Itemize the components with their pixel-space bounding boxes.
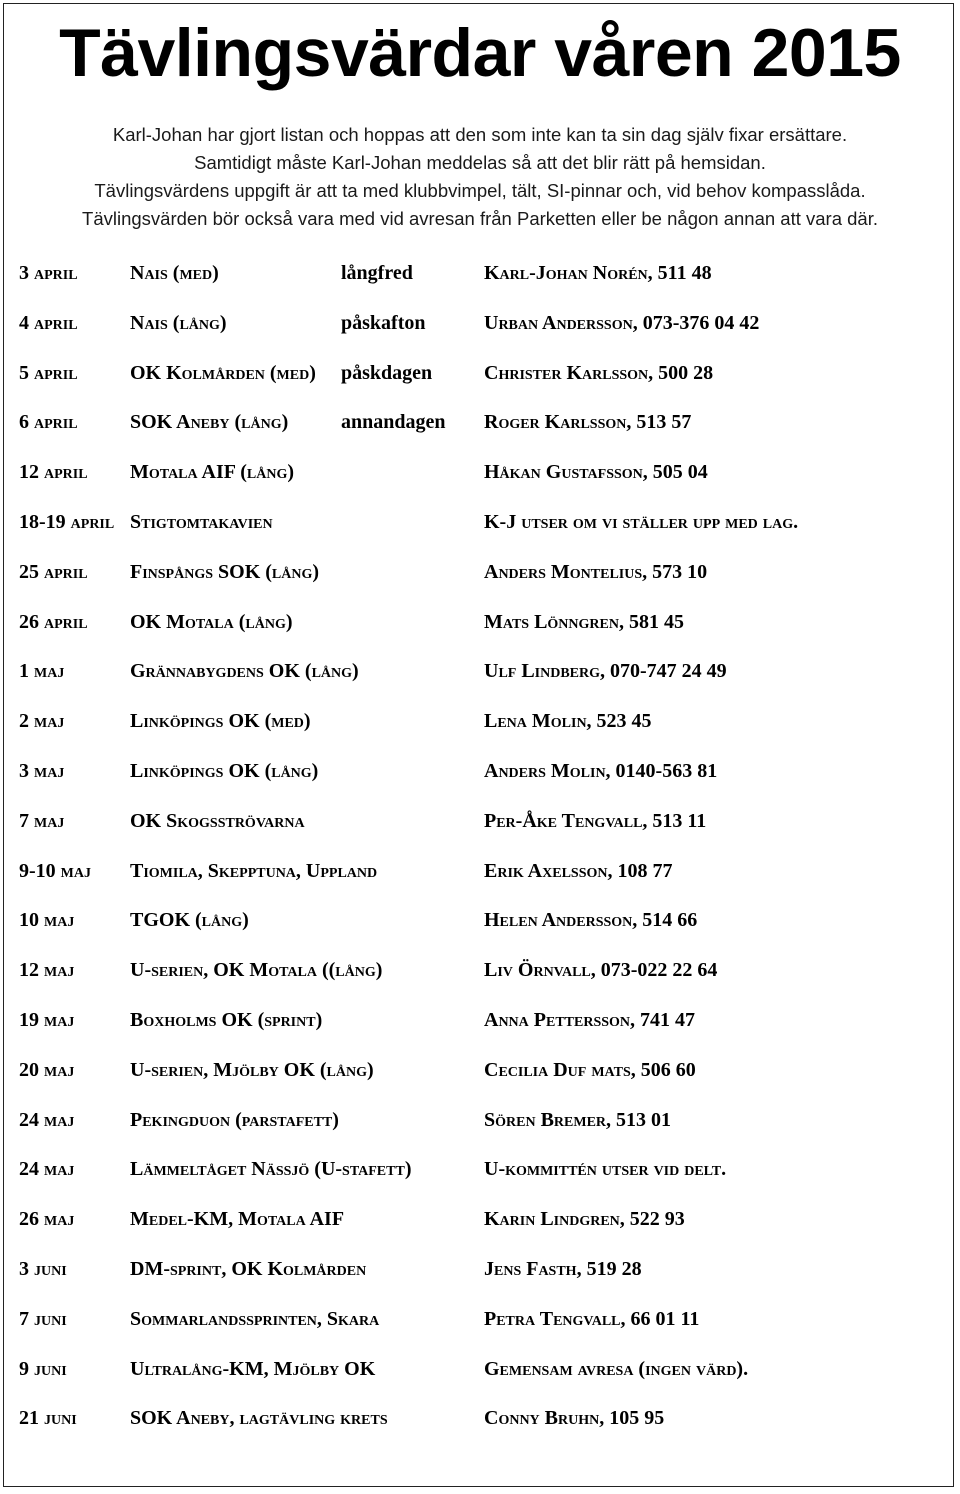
schedule-row [0,950,960,990]
schedule-event: Linköpings OK (med) [130,710,311,732]
schedule-host: Per-Åke Tengvall, 513 11 [484,810,707,832]
schedule-host: Petra Tengvall, 66 01 11 [484,1308,700,1330]
schedule-row [0,303,960,343]
schedule-event: U-serien, OK Motala ((lång) [130,959,383,981]
schedule-host: Erik Axelsson, 108 77 [484,860,673,882]
intro-line: Samtidigt måste Karl-Johan meddelas så att det blir rätt på hemsidan. [194,152,766,173]
schedule-host: Sören Bremer, 513 01 [484,1109,672,1131]
schedule-row [0,402,960,442]
schedule-event: Motala AIF (lång) [130,461,294,483]
schedule-date: 5 april [19,362,78,384]
schedule-date: 24 maj [19,1109,75,1131]
schedule-host: Karin Lindgren, 522 93 [484,1208,685,1230]
schedule-event: Medel-KM, Motala AIF [130,1208,345,1230]
schedule-date: 24 maj [19,1158,75,1180]
schedule-host: U-kommittén utser vid delt. [484,1158,727,1180]
schedule-row [0,1100,960,1140]
schedule-event: Ultralång-KM, Mjölby OK [130,1358,376,1380]
schedule-note: påskdagen [341,362,433,384]
schedule-row [0,353,960,393]
page-title: Tävlingsvärdar våren 2015 [59,15,901,91]
schedule-event: Stigtomtakavien [130,511,273,533]
schedule-host: Urban Andersson, 073-376 04 42 [484,312,760,334]
schedule-event: U-serien, Mjölby OK (lång) [130,1059,374,1081]
schedule-date: 6 april [19,411,78,433]
intro-text [0,121,960,233]
schedule-row [0,1349,960,1389]
schedule-row [0,1398,960,1438]
schedule-note: långfred [341,262,413,284]
schedule-host: Anders Molin, 0140-563 81 [484,760,718,782]
schedule-date: 2 maj [19,710,65,732]
schedule-event: TGOK (lång) [130,909,249,931]
schedule-host: Håkan Gustafsson, 505 04 [484,461,708,483]
schedule-date: 21 juni [19,1407,77,1429]
schedule-row [0,1000,960,1040]
schedule-date: 3 juni [19,1258,67,1280]
schedule-host: Helen Andersson, 514 66 [484,909,698,931]
schedule-row [0,1149,960,1189]
schedule-event: SOK Aneby, lagtävling krets [130,1407,388,1429]
schedule-row [0,552,960,592]
schedule-event: Nais (lång) [130,312,227,334]
schedule-date: 25 april [19,561,88,583]
intro-line: Karl-Johan har gjort listan och hoppas att den som inte kan ta sin dag själv fixar ersättare. [112,124,848,145]
schedule-row [0,1199,960,1239]
schedule-event: OK Kolmården (med) [130,362,316,384]
schedule-host: Lena Molin, 523 45 [484,710,652,732]
schedule-row [0,801,960,841]
schedule-row [0,1249,960,1289]
schedule-event: Sommarlandssprinten, Skara [130,1308,380,1330]
schedule-host: Anders Montelius, 573 10 [484,561,708,583]
schedule-event: Tiomila, Skepptuna, Uppland [130,860,378,882]
schedule-event: Nais (med) [130,262,219,284]
schedule-date: 18-19 april [19,511,115,533]
schedule-event: DM-sprint, OK Kolmården [130,1258,367,1280]
schedule-row [0,1050,960,1090]
schedule-host: Anna Pettersson, 741 47 [484,1009,696,1031]
schedule-date: 26 maj [19,1208,75,1230]
schedule-event: Finspångs SOK (lång) [130,561,320,583]
schedule-date: 1 maj [19,660,65,682]
schedule-row [0,602,960,642]
schedule-date: 12 maj [19,959,75,981]
schedule-event: SOK Aneby (lång) [130,411,289,433]
schedule-date: 4 april [19,312,78,334]
schedule-date: 3 april [19,262,78,284]
schedule-host: Jens Fasth, 519 28 [484,1258,642,1280]
schedule-host: Gemensam avresa (ingen värd). [484,1358,749,1380]
schedule-date: 10 maj [19,909,75,931]
intro-line: Tävlingsvärdens uppgift är att ta med klubbvimpel, tält, SI-pinnar och, vid behov kompasslåda. [94,180,866,201]
schedule-note: annandagen [341,411,446,433]
schedule-date: 7 maj [19,810,65,832]
schedule-host: Liv Örnvall, 073-022 22 64 [484,959,718,981]
schedule-host: Christer Karlsson, 500 28 [484,362,714,384]
schedule-event: Grännabygdens OK (lång) [130,660,359,682]
schedule-row [0,651,960,691]
schedule-date: 9-10 maj [19,860,91,882]
schedule-row [0,900,960,940]
schedule-date: 9 juni [19,1358,67,1380]
schedule-event: OK Motala (lång) [130,611,293,633]
schedule-event: Pekingduon (parstafett) [130,1109,339,1131]
schedule-date: 20 maj [19,1059,75,1081]
schedule-host: Roger Karlsson, 513 57 [484,411,692,433]
schedule-event: OK Skogsströvarna [130,810,305,832]
schedule-row [0,851,960,891]
schedule-date: 3 maj [19,760,65,782]
schedule-date: 19 maj [19,1009,75,1031]
schedule-host: Ulf Lindberg, 070-747 24 49 [484,660,727,682]
schedule-host: Conny Bruhn, 105 95 [484,1407,665,1429]
schedule-event: Linköpings OK (lång) [130,760,319,782]
schedule-row [0,502,960,542]
schedule-row [0,253,960,293]
schedule-row [0,452,960,492]
schedule-note: påskafton [341,312,426,334]
schedule-event: Lämmeltåget Nässjö (U-stafett) [130,1158,412,1180]
schedule-row [0,1299,960,1339]
intro-line: Tävlingsvärden bör också vara med vid avresan från Parketten eller be någon annan att vara där. [82,208,878,229]
schedule-row [0,751,960,791]
schedule-date: 7 juni [19,1308,67,1330]
schedule-host: Karl-Johan Norén, 511 48 [484,262,712,284]
schedule-host: Mats Lönngren, 581 45 [484,611,684,633]
schedule-date: 12 april [19,461,88,483]
schedule-host: K-J utser om vi ställer upp med lag. [484,511,799,533]
schedule-row [0,701,960,741]
schedule-host: Cecilia Duf mats, 506 60 [484,1059,696,1081]
schedule-date: 26 april [19,611,88,633]
schedule-event: Boxholms OK (sprint) [130,1009,323,1031]
